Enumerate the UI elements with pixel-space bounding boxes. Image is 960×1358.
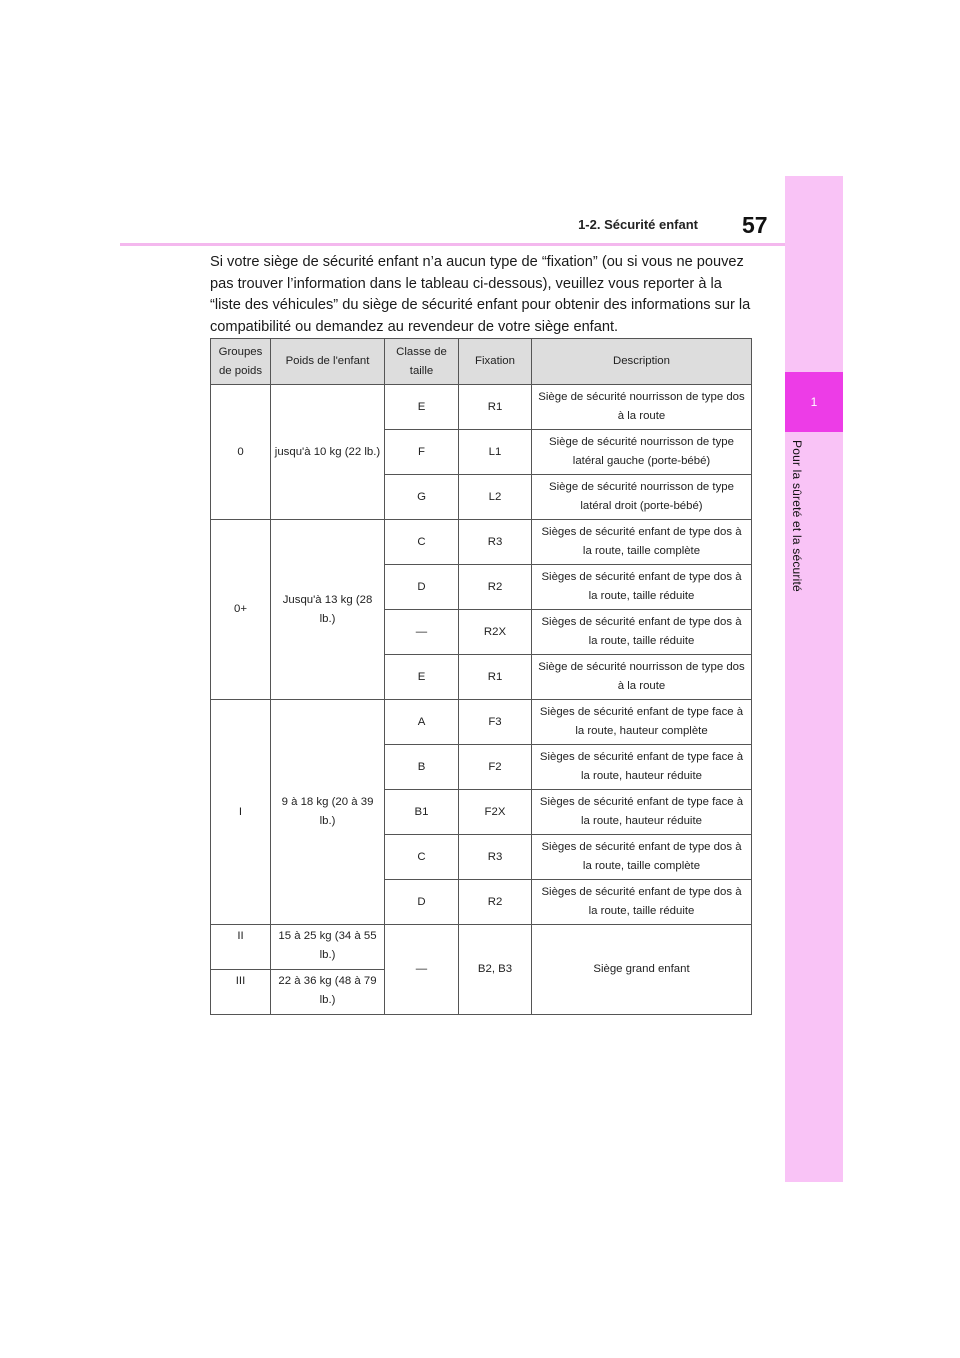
fixation-cell: B2, B3 — [459, 925, 532, 1015]
weight-cell: Jusqu'à 13 kg (28 lb.) — [271, 520, 385, 700]
description-cell: Siège de sécurité nourrisson de type dos à la route — [532, 385, 752, 430]
size-class-cell: G — [385, 475, 459, 520]
size-class-cell: E — [385, 385, 459, 430]
description-cell: Sièges de sécurité enfant de type dos à la route, taille complète — [532, 835, 752, 880]
weight-cell: 22 à 36 kg (48 à 79 lb.) — [271, 970, 385, 1015]
table-row — [211, 520, 752, 565]
size-class-cell: — — [385, 610, 459, 655]
size-class-cell: D — [385, 880, 459, 925]
header-size-class: Classe de taille — [385, 339, 459, 385]
header-rule — [120, 243, 785, 246]
weight-cell: jusqu'à 10 kg (22 lb.) — [271, 385, 385, 520]
fixation-cell: R2X — [459, 610, 532, 655]
description-cell: Siège de sécurité nourrisson de type latéral gauche (porte-bébé) — [532, 430, 752, 475]
table-header-row — [211, 339, 752, 385]
group-cell: 0+ — [211, 520, 271, 700]
description-cell: Sièges de sécurité enfant de type face à la route, hauteur réduite — [532, 790, 752, 835]
size-class-cell: D — [385, 565, 459, 610]
header-description: Description — [532, 339, 752, 385]
size-class-cell: C — [385, 835, 459, 880]
description-cell: Sièges de sécurité enfant de type dos à la route, taille réduite — [532, 880, 752, 925]
chapter-side-tab — [785, 176, 843, 1182]
description-cell: Sièges de sécurité enfant de type dos à la route, taille réduite — [532, 610, 752, 655]
group-cell: III — [211, 970, 271, 1015]
chapter-title: Pour la sûreté et la sécurité — [790, 440, 804, 592]
description-cell: Sièges de sécurité enfant de type face à la route, hauteur complète — [532, 700, 752, 745]
page-number: 57 — [742, 212, 768, 238]
fixation-cell: R1 — [459, 385, 532, 430]
description-cell: Siège de sécurité nourrisson de type dos à la route — [532, 655, 752, 700]
size-class-cell: B1 — [385, 790, 459, 835]
size-class-cell: C — [385, 520, 459, 565]
weight-cell: 15 à 25 kg (34 à 55 lb.) — [271, 925, 385, 970]
size-class-cell: — — [385, 925, 459, 1015]
fixation-cell: R3 — [459, 835, 532, 880]
table-body — [211, 385, 752, 1015]
fixation-cell: R3 — [459, 520, 532, 565]
fixation-cell: L2 — [459, 475, 532, 520]
fixation-cell: R2 — [459, 880, 532, 925]
table-row — [211, 925, 752, 970]
table-row — [211, 385, 752, 430]
size-class-cell: E — [385, 655, 459, 700]
size-class-cell: B — [385, 745, 459, 790]
size-class-cell: A — [385, 700, 459, 745]
fixation-cell: F2X — [459, 790, 532, 835]
description-cell: Sièges de sécurité enfant de type dos à la route, taille réduite — [532, 565, 752, 610]
fixation-cell: F3 — [459, 700, 532, 745]
header-fixation: Fixation — [459, 339, 532, 385]
section-title: 1-2. Sécurité enfant — [578, 217, 698, 232]
chapter-number-tab[interactable]: 1 — [785, 372, 843, 432]
fixation-cell: F2 — [459, 745, 532, 790]
group-cell: I — [211, 700, 271, 925]
header-weight: Poids de l'enfant — [271, 339, 385, 385]
description-cell: Sièges de sécurité enfant de type dos à la route, taille complète — [532, 520, 752, 565]
description-cell: Siège grand enfant — [532, 925, 752, 1015]
group-cell: 0 — [211, 385, 271, 520]
fixation-cell: R1 — [459, 655, 532, 700]
size-class-cell: F — [385, 430, 459, 475]
weight-cell: 9 à 18 kg (20 à 39 lb.) — [271, 700, 385, 925]
table-row — [211, 700, 752, 745]
group-cell: II — [211, 925, 271, 970]
fixation-cell: L1 — [459, 430, 532, 475]
fixation-cell: R2 — [459, 565, 532, 610]
description-cell: Siège de sécurité nourrisson de type latéral droit (porte-bébé) — [532, 475, 752, 520]
isofix-size-class-table — [210, 338, 752, 1015]
description-cell: Sièges de sécurité enfant de type face à la route, hauteur réduite — [532, 745, 752, 790]
intro-paragraph: Si votre siège de sécurité enfant n’a aucun type de “fixation” (ou si vous ne pouvez pas trouver l’information dans le tableau ci-dessous), veuillez vous reporter à la “liste des véhicules” du siège de sécurité enfant pour obtenir des informations sur la compatibilité ou demandez au revendeur de votre siège enfant. — [210, 254, 751, 335]
header-group: Groupes de poids — [211, 339, 271, 385]
